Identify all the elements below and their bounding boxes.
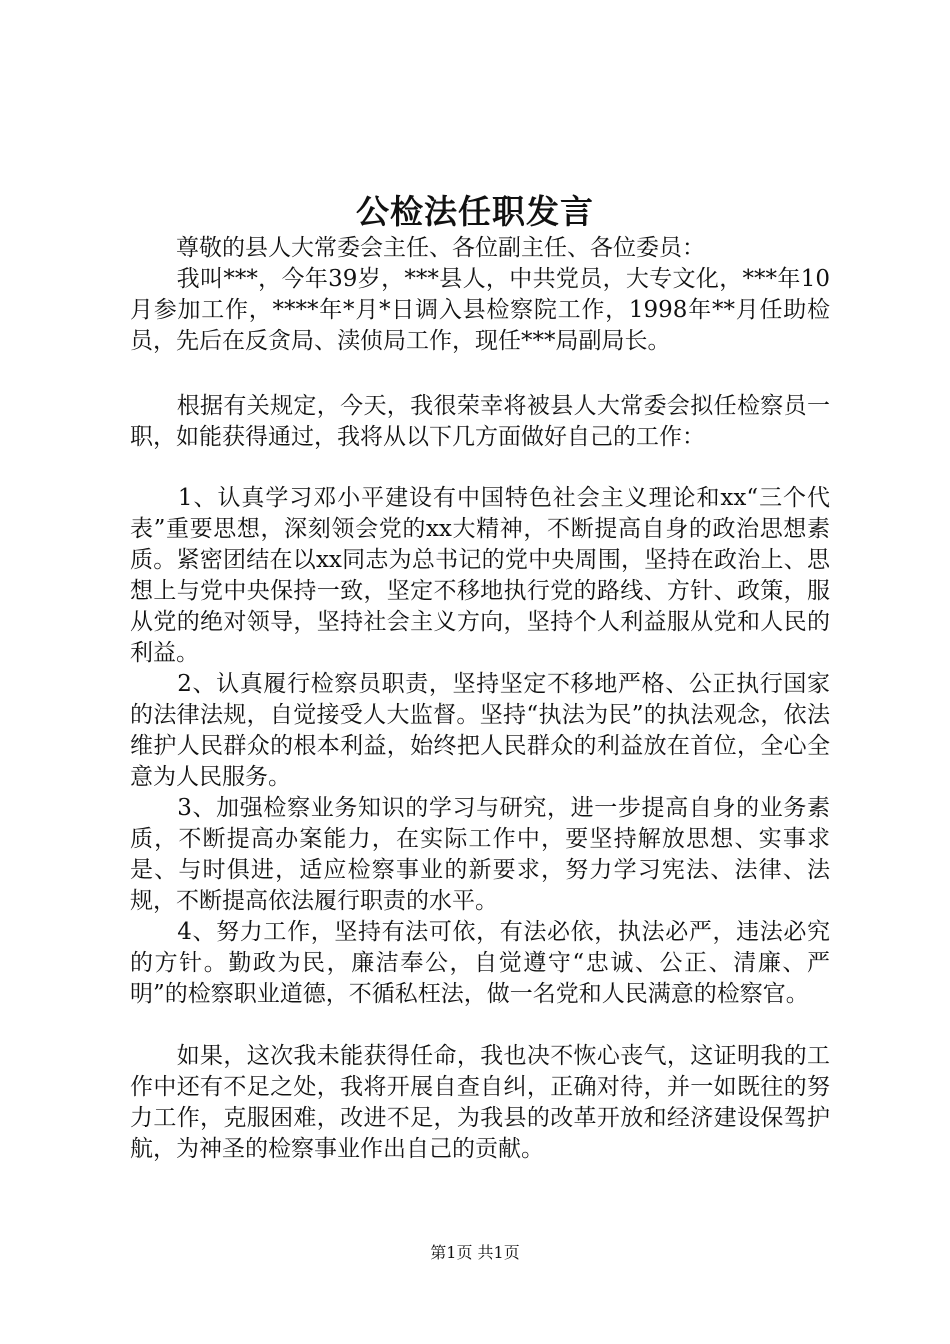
commitment-item-2: 2、认真履行检察员职责，坚持坚定不移地严格、公正执行国家的法律法规，自觉接受人大监督。坚持“执法为民”的执法观念，依法维护人民群众的根本利益，始终把人民群众的利益放在首位，全心全意为人民服务。	[130, 671, 830, 790]
basis-paragraph: 根据有关规定，今天，我很荣幸将被县人大常委会拟任检察员一职，如能获得通过，我将从以下几方面做好自己的工作：	[130, 393, 830, 450]
intro-paragraph: 我叫***，今年39岁，***县人，中共党员，大专文化，***年10月参加工作，****年*月*日调入县检察院工作，1998年**月任助检员，先后在反贪局、渎侦局工作，现任***局副局长。	[130, 266, 830, 354]
salutation-paragraph: 尊敬的县人大常委会主任、各位副主任、各位委员：	[130, 235, 705, 261]
commitment-item-3: 3、加强检察业务知识的学习与研究，进一步提高自身的业务素质，不断提高办案能力，在实际工作中，要坚持解放思想、实事求是、与时俱进，适应检察事业的新要求，努力学习宪法、法律、法规，不断提高依法履行职责的水平。	[130, 795, 830, 914]
closing-paragraph: 如果，这次我未能获得任命，我也决不恢心丧气，这证明我的工作中还有不足之处，我将开展自查自纠，正确对待，并一如既往的努力工作，克服困难，改进不足，为我县的改革开放和经济建设保驾护航，为神圣的检察事业作出自己的贡献。	[130, 1043, 830, 1162]
commitment-item-1: 1、认真学习邓小平建设有中国特色社会主义理论和xx“三个代表”重要思想，深刻领会党的xx大精神，不断提高自身的政治思想素质。紧密团结在以xx同志为总书记的党中央周围，坚持在政治上、思想上与党中央保持一致，坚定不移地执行党的路线、方针、政策，服从党的绝对领导，坚持社会主义方向，坚持个人利益服从党和人民的利益。	[130, 485, 830, 666]
page-number-footer: 第1页 共1页	[430, 1243, 520, 1262]
commitment-item-4: 4、努力工作，坚持有法可依，有法必依，执法必严，违法必究的方针。勤政为民，廉洁奉公，自觉遵守“忠诚、公正、清廉、严明”的检察职业道德，不循私枉法，做一名党和人民满意的检察官。	[130, 919, 830, 1007]
document-title: 公检法任职发言	[356, 192, 594, 231]
